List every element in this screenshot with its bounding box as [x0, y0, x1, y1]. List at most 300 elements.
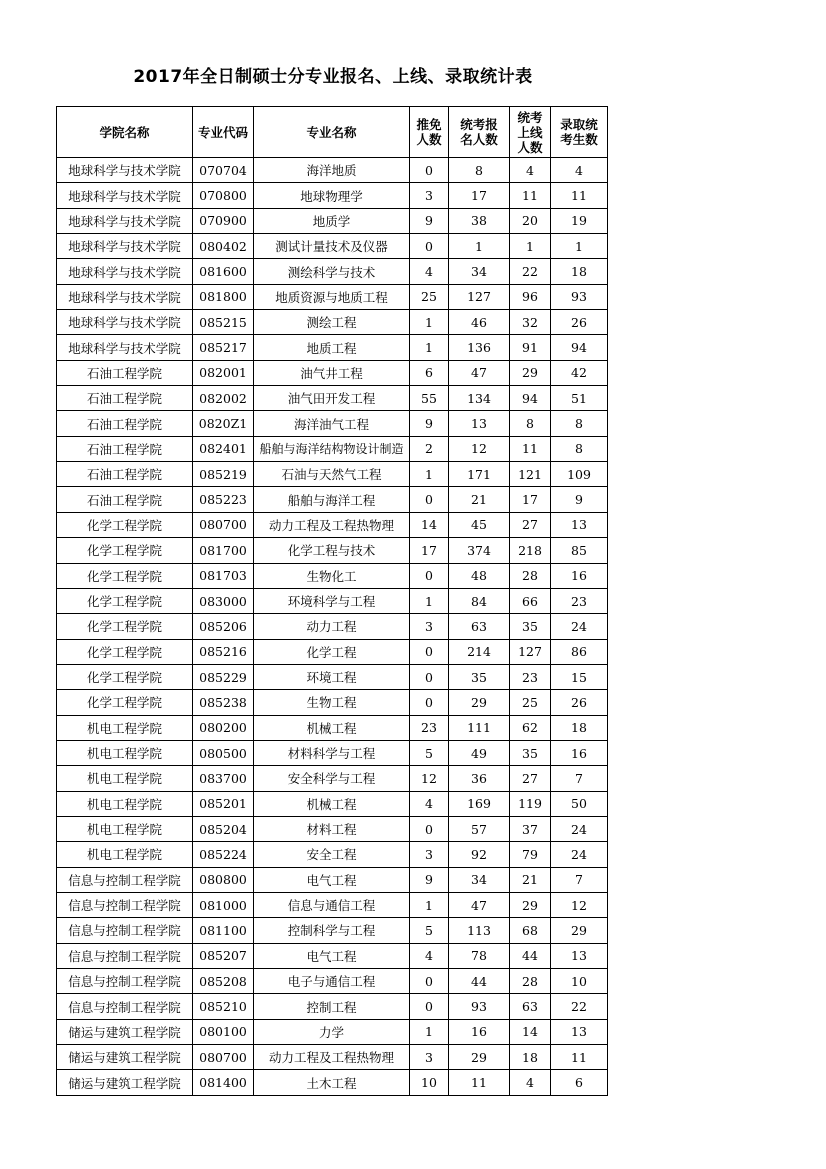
cell-passed: 44 — [510, 943, 551, 968]
cell-passed: 94 — [510, 386, 551, 411]
cell-applicants: 29 — [449, 690, 510, 715]
cell-applicants: 134 — [449, 386, 510, 411]
cell-applicants: 47 — [449, 892, 510, 917]
table-row — [57, 943, 608, 968]
cell-applicants: 45 — [449, 512, 510, 537]
table-row — [57, 994, 608, 1019]
cell-applicants: 63 — [449, 614, 510, 639]
cell-exempt: 1 — [410, 335, 449, 360]
cell-major: 化学工程 — [254, 639, 410, 664]
cell-applicants: 44 — [449, 969, 510, 994]
cell-admitted: 13 — [551, 943, 608, 968]
cell-applicants: 8 — [449, 158, 510, 183]
cell-admitted: 16 — [551, 740, 608, 765]
cell-admitted: 109 — [551, 462, 608, 487]
cell-admitted: 11 — [551, 183, 608, 208]
cell-exempt: 0 — [410, 234, 449, 259]
table-row — [57, 588, 608, 613]
cell-applicants: 78 — [449, 943, 510, 968]
cell-applicants: 136 — [449, 335, 510, 360]
cell-code: 080700 — [193, 1045, 254, 1070]
cell-passed: 96 — [510, 284, 551, 309]
cell-school: 信息与控制工程学院 — [57, 892, 193, 917]
cell-admitted: 22 — [551, 994, 608, 1019]
cell-school: 机电工程学院 — [57, 715, 193, 740]
cell-applicants: 374 — [449, 538, 510, 563]
cell-school: 地球科学与技术学院 — [57, 183, 193, 208]
table-row — [57, 234, 608, 259]
cell-major: 控制工程 — [254, 994, 410, 1019]
cell-major: 油气井工程 — [254, 360, 410, 385]
cell-exempt: 25 — [410, 284, 449, 309]
cell-applicants: 16 — [449, 1019, 510, 1044]
cell-code: 0820Z1 — [193, 411, 254, 436]
cell-admitted: 85 — [551, 538, 608, 563]
cell-admitted: 24 — [551, 614, 608, 639]
cell-code: 080200 — [193, 715, 254, 740]
cell-exempt: 17 — [410, 538, 449, 563]
cell-school: 地球科学与技术学院 — [57, 208, 193, 233]
cell-school: 化学工程学院 — [57, 614, 193, 639]
cell-admitted: 23 — [551, 588, 608, 613]
cell-major: 动力工程及工程热物理 — [254, 1045, 410, 1070]
cell-passed: 28 — [510, 563, 551, 588]
cell-school: 机电工程学院 — [57, 740, 193, 765]
cell-passed: 91 — [510, 335, 551, 360]
cell-passed: 35 — [510, 614, 551, 639]
cell-code: 070704 — [193, 158, 254, 183]
cell-exempt: 1 — [410, 892, 449, 917]
cell-school: 机电工程学院 — [57, 791, 193, 816]
cell-exempt: 1 — [410, 310, 449, 335]
table-row — [57, 715, 608, 740]
cell-exempt: 0 — [410, 816, 449, 841]
cell-school: 信息与控制工程学院 — [57, 918, 193, 943]
table-row — [57, 791, 608, 816]
cell-major: 信息与通信工程 — [254, 892, 410, 917]
cell-applicants: 47 — [449, 360, 510, 385]
cell-school: 储运与建筑工程学院 — [57, 1070, 193, 1095]
cell-passed: 17 — [510, 487, 551, 512]
header-major: 专业名称 — [254, 107, 410, 158]
cell-passed: 21 — [510, 867, 551, 892]
table-body — [57, 158, 608, 1096]
cell-exempt: 3 — [410, 183, 449, 208]
cell-admitted: 6 — [551, 1070, 608, 1095]
cell-code: 085206 — [193, 614, 254, 639]
cell-passed: 28 — [510, 969, 551, 994]
cell-school: 化学工程学院 — [57, 690, 193, 715]
cell-code: 085229 — [193, 664, 254, 689]
cell-applicants: 48 — [449, 563, 510, 588]
cell-code: 080500 — [193, 740, 254, 765]
cell-code: 085210 — [193, 994, 254, 1019]
cell-passed: 68 — [510, 918, 551, 943]
cell-code: 081600 — [193, 259, 254, 284]
cell-major: 材料工程 — [254, 816, 410, 841]
cell-code: 070800 — [193, 183, 254, 208]
cell-passed: 27 — [510, 766, 551, 791]
cell-code: 085201 — [193, 791, 254, 816]
table-row — [57, 614, 608, 639]
cell-passed: 32 — [510, 310, 551, 335]
cell-exempt: 9 — [410, 411, 449, 436]
table-row — [57, 664, 608, 689]
cell-school: 石油工程学院 — [57, 360, 193, 385]
cell-applicants: 1 — [449, 234, 510, 259]
cell-code: 085223 — [193, 487, 254, 512]
cell-school: 地球科学与技术学院 — [57, 234, 193, 259]
cell-school: 信息与控制工程学院 — [57, 994, 193, 1019]
cell-major: 测试计量技术及仪器 — [254, 234, 410, 259]
cell-code: 085215 — [193, 310, 254, 335]
cell-passed: 20 — [510, 208, 551, 233]
table-row — [57, 360, 608, 385]
header-applicants: 统考报名人数 — [449, 107, 510, 158]
cell-major: 地质资源与地质工程 — [254, 284, 410, 309]
table-row — [57, 208, 608, 233]
cell-applicants: 169 — [449, 791, 510, 816]
table-row — [57, 918, 608, 943]
cell-school: 化学工程学院 — [57, 588, 193, 613]
cell-passed: 66 — [510, 588, 551, 613]
cell-major: 土木工程 — [254, 1070, 410, 1095]
cell-passed: 8 — [510, 411, 551, 436]
cell-code: 081703 — [193, 563, 254, 588]
cell-exempt: 0 — [410, 969, 449, 994]
cell-code: 081400 — [193, 1070, 254, 1095]
cell-major: 船舶与海洋结构物设计制造 — [254, 436, 410, 461]
cell-major: 材料科学与工程 — [254, 740, 410, 765]
cell-code: 081100 — [193, 918, 254, 943]
table-row — [57, 183, 608, 208]
cell-exempt: 9 — [410, 867, 449, 892]
cell-passed: 35 — [510, 740, 551, 765]
cell-code: 081700 — [193, 538, 254, 563]
cell-admitted: 1 — [551, 234, 608, 259]
cell-major: 生物化工 — [254, 563, 410, 588]
table-row — [57, 335, 608, 360]
cell-exempt: 0 — [410, 563, 449, 588]
cell-admitted: 93 — [551, 284, 608, 309]
cell-exempt: 12 — [410, 766, 449, 791]
cell-passed: 37 — [510, 816, 551, 841]
cell-school: 信息与控制工程学院 — [57, 969, 193, 994]
table-row — [57, 690, 608, 715]
cell-major: 控制科学与工程 — [254, 918, 410, 943]
cell-exempt: 2 — [410, 436, 449, 461]
cell-major: 安全工程 — [254, 842, 410, 867]
cell-applicants: 17 — [449, 183, 510, 208]
cell-school: 机电工程学院 — [57, 816, 193, 841]
cell-school: 信息与控制工程学院 — [57, 943, 193, 968]
cell-major: 地球物理学 — [254, 183, 410, 208]
cell-major: 测绘工程 — [254, 310, 410, 335]
cell-exempt: 5 — [410, 740, 449, 765]
cell-exempt: 3 — [410, 614, 449, 639]
cell-code: 085207 — [193, 943, 254, 968]
cell-major: 地质学 — [254, 208, 410, 233]
cell-major: 海洋油气工程 — [254, 411, 410, 436]
table-row — [57, 436, 608, 461]
table-row — [57, 766, 608, 791]
cell-major: 电气工程 — [254, 943, 410, 968]
cell-passed: 62 — [510, 715, 551, 740]
table-row — [57, 1045, 608, 1070]
cell-applicants: 29 — [449, 1045, 510, 1070]
statistics-table — [56, 106, 608, 1096]
cell-passed: 1 — [510, 234, 551, 259]
cell-admitted: 12 — [551, 892, 608, 917]
cell-exempt: 23 — [410, 715, 449, 740]
cell-passed: 4 — [510, 158, 551, 183]
cell-major: 动力工程 — [254, 614, 410, 639]
cell-admitted: 19 — [551, 208, 608, 233]
cell-applicants: 36 — [449, 766, 510, 791]
cell-passed: 121 — [510, 462, 551, 487]
cell-code: 085219 — [193, 462, 254, 487]
cell-major: 机械工程 — [254, 791, 410, 816]
cell-school: 地球科学与技术学院 — [57, 284, 193, 309]
table-row — [57, 284, 608, 309]
cell-exempt: 5 — [410, 918, 449, 943]
table-row — [57, 259, 608, 284]
cell-exempt: 10 — [410, 1070, 449, 1095]
page-title: 2017年全日制硕士分专业报名、上线、录取统计表 — [133, 67, 533, 87]
cell-passed: 218 — [510, 538, 551, 563]
cell-applicants: 171 — [449, 462, 510, 487]
cell-passed: 11 — [510, 436, 551, 461]
cell-code: 085208 — [193, 969, 254, 994]
cell-major: 环境科学与工程 — [254, 588, 410, 613]
cell-major: 地质工程 — [254, 335, 410, 360]
cell-passed: 14 — [510, 1019, 551, 1044]
header-school: 学院名称 — [57, 107, 193, 158]
cell-applicants: 12 — [449, 436, 510, 461]
cell-code: 081800 — [193, 284, 254, 309]
table-row — [57, 487, 608, 512]
cell-admitted: 4 — [551, 158, 608, 183]
cell-school: 机电工程学院 — [57, 842, 193, 867]
header-exempt: 推免人数 — [410, 107, 449, 158]
cell-exempt: 4 — [410, 259, 449, 284]
cell-school: 石油工程学院 — [57, 487, 193, 512]
cell-applicants: 93 — [449, 994, 510, 1019]
cell-code: 085224 — [193, 842, 254, 867]
table-row — [57, 842, 608, 867]
cell-admitted: 15 — [551, 664, 608, 689]
cell-admitted: 51 — [551, 386, 608, 411]
cell-applicants: 214 — [449, 639, 510, 664]
cell-passed: 22 — [510, 259, 551, 284]
cell-exempt: 0 — [410, 994, 449, 1019]
cell-major: 生物工程 — [254, 690, 410, 715]
cell-passed: 127 — [510, 639, 551, 664]
cell-applicants: 38 — [449, 208, 510, 233]
cell-code: 070900 — [193, 208, 254, 233]
cell-major: 船舶与海洋工程 — [254, 487, 410, 512]
cell-school: 储运与建筑工程学院 — [57, 1045, 193, 1070]
cell-admitted: 26 — [551, 690, 608, 715]
cell-code: 082401 — [193, 436, 254, 461]
cell-exempt: 3 — [410, 842, 449, 867]
header-passed: 统考上线人数 — [510, 107, 551, 158]
cell-major: 电气工程 — [254, 867, 410, 892]
cell-major: 力学 — [254, 1019, 410, 1044]
table-row — [57, 512, 608, 537]
cell-passed: 4 — [510, 1070, 551, 1095]
table-row — [57, 411, 608, 436]
cell-code: 080700 — [193, 512, 254, 537]
cell-code: 085238 — [193, 690, 254, 715]
table-row — [57, 563, 608, 588]
cell-school: 石油工程学院 — [57, 462, 193, 487]
cell-applicants: 111 — [449, 715, 510, 740]
cell-major: 环境工程 — [254, 664, 410, 689]
table-row — [57, 1070, 608, 1095]
cell-exempt: 4 — [410, 791, 449, 816]
cell-applicants: 13 — [449, 411, 510, 436]
cell-applicants: 34 — [449, 867, 510, 892]
cell-exempt: 6 — [410, 360, 449, 385]
cell-passed: 25 — [510, 690, 551, 715]
cell-applicants: 127 — [449, 284, 510, 309]
cell-code: 082001 — [193, 360, 254, 385]
cell-exempt: 1 — [410, 588, 449, 613]
cell-admitted: 16 — [551, 563, 608, 588]
cell-code: 085217 — [193, 335, 254, 360]
cell-admitted: 24 — [551, 816, 608, 841]
cell-exempt: 4 — [410, 943, 449, 968]
cell-admitted: 8 — [551, 411, 608, 436]
header-code: 专业代码 — [193, 107, 254, 158]
cell-admitted: 7 — [551, 766, 608, 791]
cell-admitted: 50 — [551, 791, 608, 816]
table-row — [57, 969, 608, 994]
header-admitted: 录取统考生数 — [551, 107, 608, 158]
cell-exempt: 9 — [410, 208, 449, 233]
cell-major: 电子与通信工程 — [254, 969, 410, 994]
cell-applicants: 49 — [449, 740, 510, 765]
cell-code: 083000 — [193, 588, 254, 613]
table-row — [57, 1019, 608, 1044]
cell-exempt: 0 — [410, 690, 449, 715]
cell-exempt: 14 — [410, 512, 449, 537]
cell-exempt: 0 — [410, 487, 449, 512]
cell-admitted: 7 — [551, 867, 608, 892]
cell-code: 083700 — [193, 766, 254, 791]
cell-passed: 63 — [510, 994, 551, 1019]
cell-admitted: 11 — [551, 1045, 608, 1070]
cell-admitted: 86 — [551, 639, 608, 664]
cell-code: 082002 — [193, 386, 254, 411]
cell-passed: 119 — [510, 791, 551, 816]
cell-major: 化学工程与技术 — [254, 538, 410, 563]
cell-exempt: 0 — [410, 664, 449, 689]
cell-school: 地球科学与技术学院 — [57, 158, 193, 183]
cell-school: 化学工程学院 — [57, 563, 193, 588]
cell-school: 石油工程学院 — [57, 436, 193, 461]
cell-exempt: 55 — [410, 386, 449, 411]
table-row — [57, 867, 608, 892]
cell-school: 石油工程学院 — [57, 411, 193, 436]
cell-exempt: 0 — [410, 639, 449, 664]
cell-applicants: 46 — [449, 310, 510, 335]
table-row — [57, 740, 608, 765]
cell-admitted: 42 — [551, 360, 608, 385]
table-row — [57, 816, 608, 841]
cell-school: 机电工程学院 — [57, 766, 193, 791]
cell-applicants: 113 — [449, 918, 510, 943]
cell-applicants: 11 — [449, 1070, 510, 1095]
cell-exempt: 1 — [410, 1019, 449, 1044]
cell-major: 石油与天然气工程 — [254, 462, 410, 487]
cell-passed: 27 — [510, 512, 551, 537]
cell-passed: 11 — [510, 183, 551, 208]
cell-exempt: 1 — [410, 462, 449, 487]
cell-major: 动力工程及工程热物理 — [254, 512, 410, 537]
cell-admitted: 26 — [551, 310, 608, 335]
cell-major: 油气田开发工程 — [254, 386, 410, 411]
cell-code: 080100 — [193, 1019, 254, 1044]
cell-applicants: 35 — [449, 664, 510, 689]
cell-admitted: 24 — [551, 842, 608, 867]
table-row — [57, 310, 608, 335]
cell-applicants: 34 — [449, 259, 510, 284]
cell-admitted: 8 — [551, 436, 608, 461]
cell-applicants: 21 — [449, 487, 510, 512]
cell-major: 测绘科学与技术 — [254, 259, 410, 284]
cell-major: 机械工程 — [254, 715, 410, 740]
table-row — [57, 538, 608, 563]
cell-admitted: 9 — [551, 487, 608, 512]
cell-admitted: 29 — [551, 918, 608, 943]
cell-code: 085216 — [193, 639, 254, 664]
cell-admitted: 13 — [551, 1019, 608, 1044]
cell-code: 085204 — [193, 816, 254, 841]
cell-code: 080402 — [193, 234, 254, 259]
cell-school: 化学工程学院 — [57, 538, 193, 563]
cell-passed: 79 — [510, 842, 551, 867]
table-row — [57, 386, 608, 411]
table-row — [57, 158, 608, 183]
cell-school: 地球科学与技术学院 — [57, 310, 193, 335]
table-row — [57, 639, 608, 664]
cell-admitted: 18 — [551, 715, 608, 740]
cell-major: 海洋地质 — [254, 158, 410, 183]
header-row — [57, 107, 608, 158]
cell-school: 地球科学与技术学院 — [57, 335, 193, 360]
table-row — [57, 892, 608, 917]
cell-admitted: 94 — [551, 335, 608, 360]
cell-school: 化学工程学院 — [57, 664, 193, 689]
cell-code: 081000 — [193, 892, 254, 917]
cell-code: 080800 — [193, 867, 254, 892]
cell-school: 石油工程学院 — [57, 386, 193, 411]
cell-school: 化学工程学院 — [57, 512, 193, 537]
cell-passed: 18 — [510, 1045, 551, 1070]
cell-school: 地球科学与技术学院 — [57, 259, 193, 284]
cell-admitted: 10 — [551, 969, 608, 994]
cell-applicants: 84 — [449, 588, 510, 613]
cell-passed: 23 — [510, 664, 551, 689]
cell-school: 化学工程学院 — [57, 639, 193, 664]
cell-passed: 29 — [510, 360, 551, 385]
cell-applicants: 57 — [449, 816, 510, 841]
cell-school: 储运与建筑工程学院 — [57, 1019, 193, 1044]
cell-exempt: 3 — [410, 1045, 449, 1070]
cell-passed: 29 — [510, 892, 551, 917]
